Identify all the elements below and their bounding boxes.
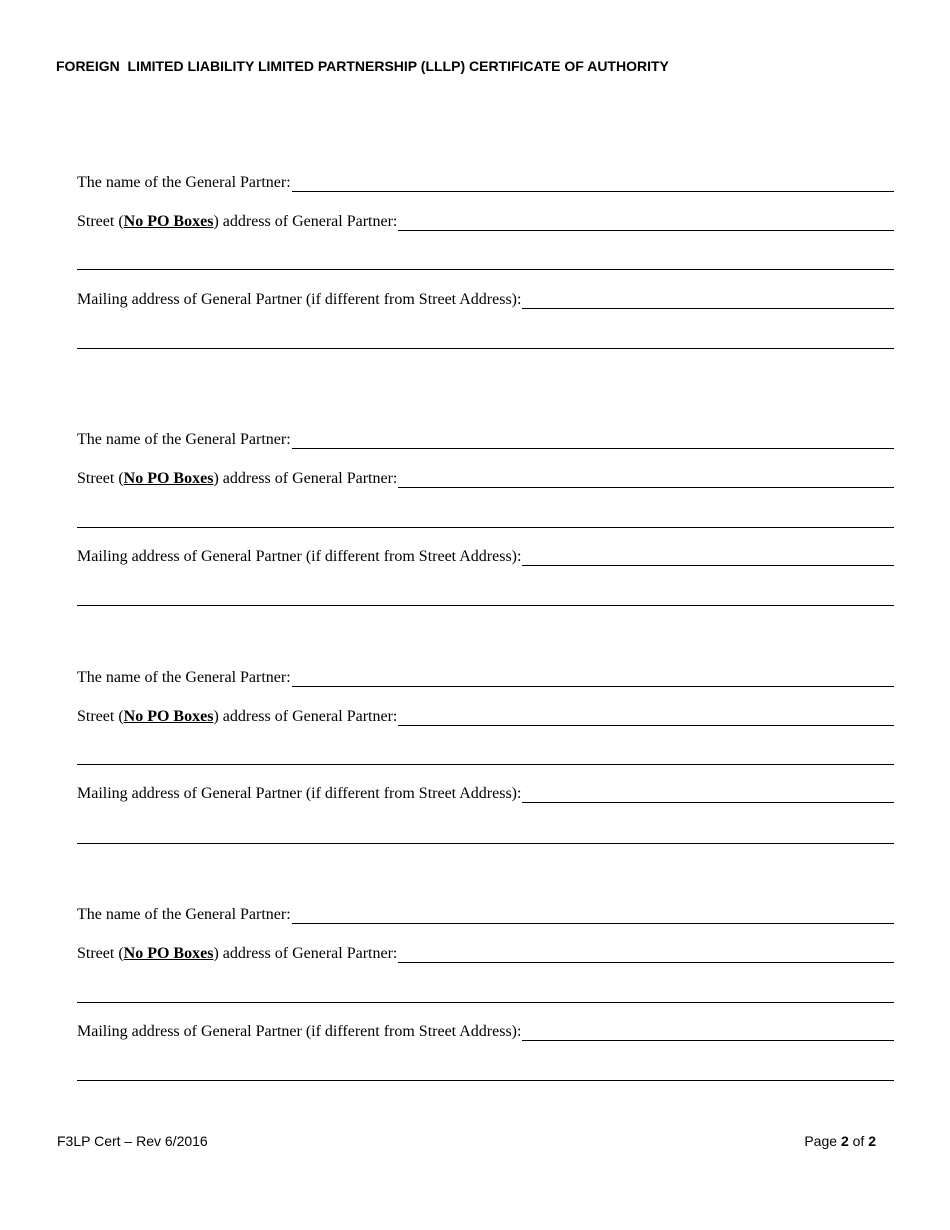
no-po-boxes-emphasis: No PO Boxes [123, 945, 214, 962]
mailing-row [77, 544, 894, 566]
page-total: 2 [868, 1133, 876, 1149]
name-label: The name of the General Partner: [77, 174, 291, 191]
name-line [292, 664, 894, 687]
street-label-suffix: ) address of General Partner: [213, 470, 398, 487]
street-label-prefix: Street ( [77, 213, 124, 230]
street-address-field[interactable] [398, 703, 894, 725]
street-row [77, 704, 894, 726]
street-address-field[interactable] [398, 940, 894, 962]
mailing-line [522, 543, 894, 566]
mailing-label: Mailing address of General Partner (if different from Street Address): [77, 291, 522, 308]
no-po-boxes-emphasis: No PO Boxes [123, 470, 214, 487]
street-continuation-line [77, 742, 894, 765]
mailing-line [522, 1018, 894, 1041]
street-address-field-2[interactable] [77, 247, 894, 269]
name-line [292, 169, 894, 192]
mailing-address-field-2[interactable] [77, 821, 894, 843]
street-row [77, 466, 894, 488]
name-label: The name of the General Partner: [77, 669, 291, 686]
mailing-continuation-line [77, 326, 894, 349]
mailing-address-field[interactable] [522, 780, 894, 802]
name-label: The name of the General Partner: [77, 431, 291, 448]
street-label [77, 709, 397, 726]
street-label-suffix: ) address of General Partner: [213, 213, 398, 230]
mailing-label: Mailing address of General Partner (if different from Street Address): [77, 548, 522, 565]
street-row [77, 209, 894, 231]
name-row [77, 665, 894, 687]
mailing-label: Mailing address of General Partner (if different from Street Address): [77, 785, 522, 802]
mailing-address-field[interactable] [522, 543, 894, 565]
mailing-line [522, 286, 894, 309]
mailing-continuation-line [77, 1058, 894, 1081]
partner-name-field[interactable] [292, 169, 894, 191]
page-of: of [852, 1133, 865, 1149]
street-label [77, 471, 397, 488]
partner-name-field[interactable] [292, 664, 894, 686]
street-label-prefix: Street ( [77, 945, 124, 962]
street-label-prefix: Street ( [77, 708, 124, 725]
street-label [77, 946, 397, 963]
mailing-continuation-line [77, 583, 894, 606]
mailing-line [522, 780, 894, 803]
mailing-address-field-2[interactable] [77, 326, 894, 348]
mailing-address-field-2[interactable] [77, 583, 894, 605]
name-label: The name of the General Partner: [77, 906, 291, 923]
street-label-suffix: ) address of General Partner: [213, 945, 398, 962]
street-continuation-line [77, 247, 894, 270]
street-address-field[interactable] [398, 208, 894, 230]
mailing-label: Mailing address of General Partner (if different from Street Address): [77, 1023, 522, 1040]
street-line [398, 940, 894, 963]
street-row [77, 941, 894, 963]
name-line [292, 901, 894, 924]
mailing-row [77, 287, 894, 309]
street-address-field-2[interactable] [77, 742, 894, 764]
mailing-address-field-2[interactable] [77, 1058, 894, 1080]
street-address-field-2[interactable] [77, 980, 894, 1002]
mailing-row [77, 781, 894, 803]
no-po-boxes-emphasis: No PO Boxes [123, 708, 214, 725]
street-line [398, 465, 894, 488]
name-line [292, 426, 894, 449]
street-address-field-2[interactable] [77, 505, 894, 527]
partner-name-field[interactable] [292, 901, 894, 923]
name-row [77, 170, 894, 192]
street-line [398, 703, 894, 726]
page-word: Page [804, 1133, 838, 1149]
page-number [804, 1133, 876, 1149]
document-title: FOREIGN LIMITED LIABILITY LIMITED PARTNERSHIP (LLLP) CERTIFICATE OF AUTHORITY [56, 58, 669, 74]
mailing-address-field[interactable] [522, 1018, 894, 1040]
mailing-address-field[interactable] [522, 286, 894, 308]
name-row [77, 427, 894, 449]
mailing-row [77, 1019, 894, 1041]
street-label [77, 214, 397, 231]
name-row [77, 902, 894, 924]
street-label-suffix: ) address of General Partner: [213, 708, 398, 725]
mailing-continuation-line [77, 821, 894, 844]
street-line [398, 208, 894, 231]
page-current: 2 [840, 1133, 849, 1149]
street-continuation-line [77, 980, 894, 1003]
partner-name-field[interactable] [292, 426, 894, 448]
street-label-prefix: Street ( [77, 470, 124, 487]
street-address-field[interactable] [398, 465, 894, 487]
no-po-boxes-emphasis: No PO Boxes [123, 213, 214, 230]
street-continuation-line [77, 505, 894, 528]
form-revision: F3LP Cert – Rev 6/2016 [57, 1133, 208, 1149]
